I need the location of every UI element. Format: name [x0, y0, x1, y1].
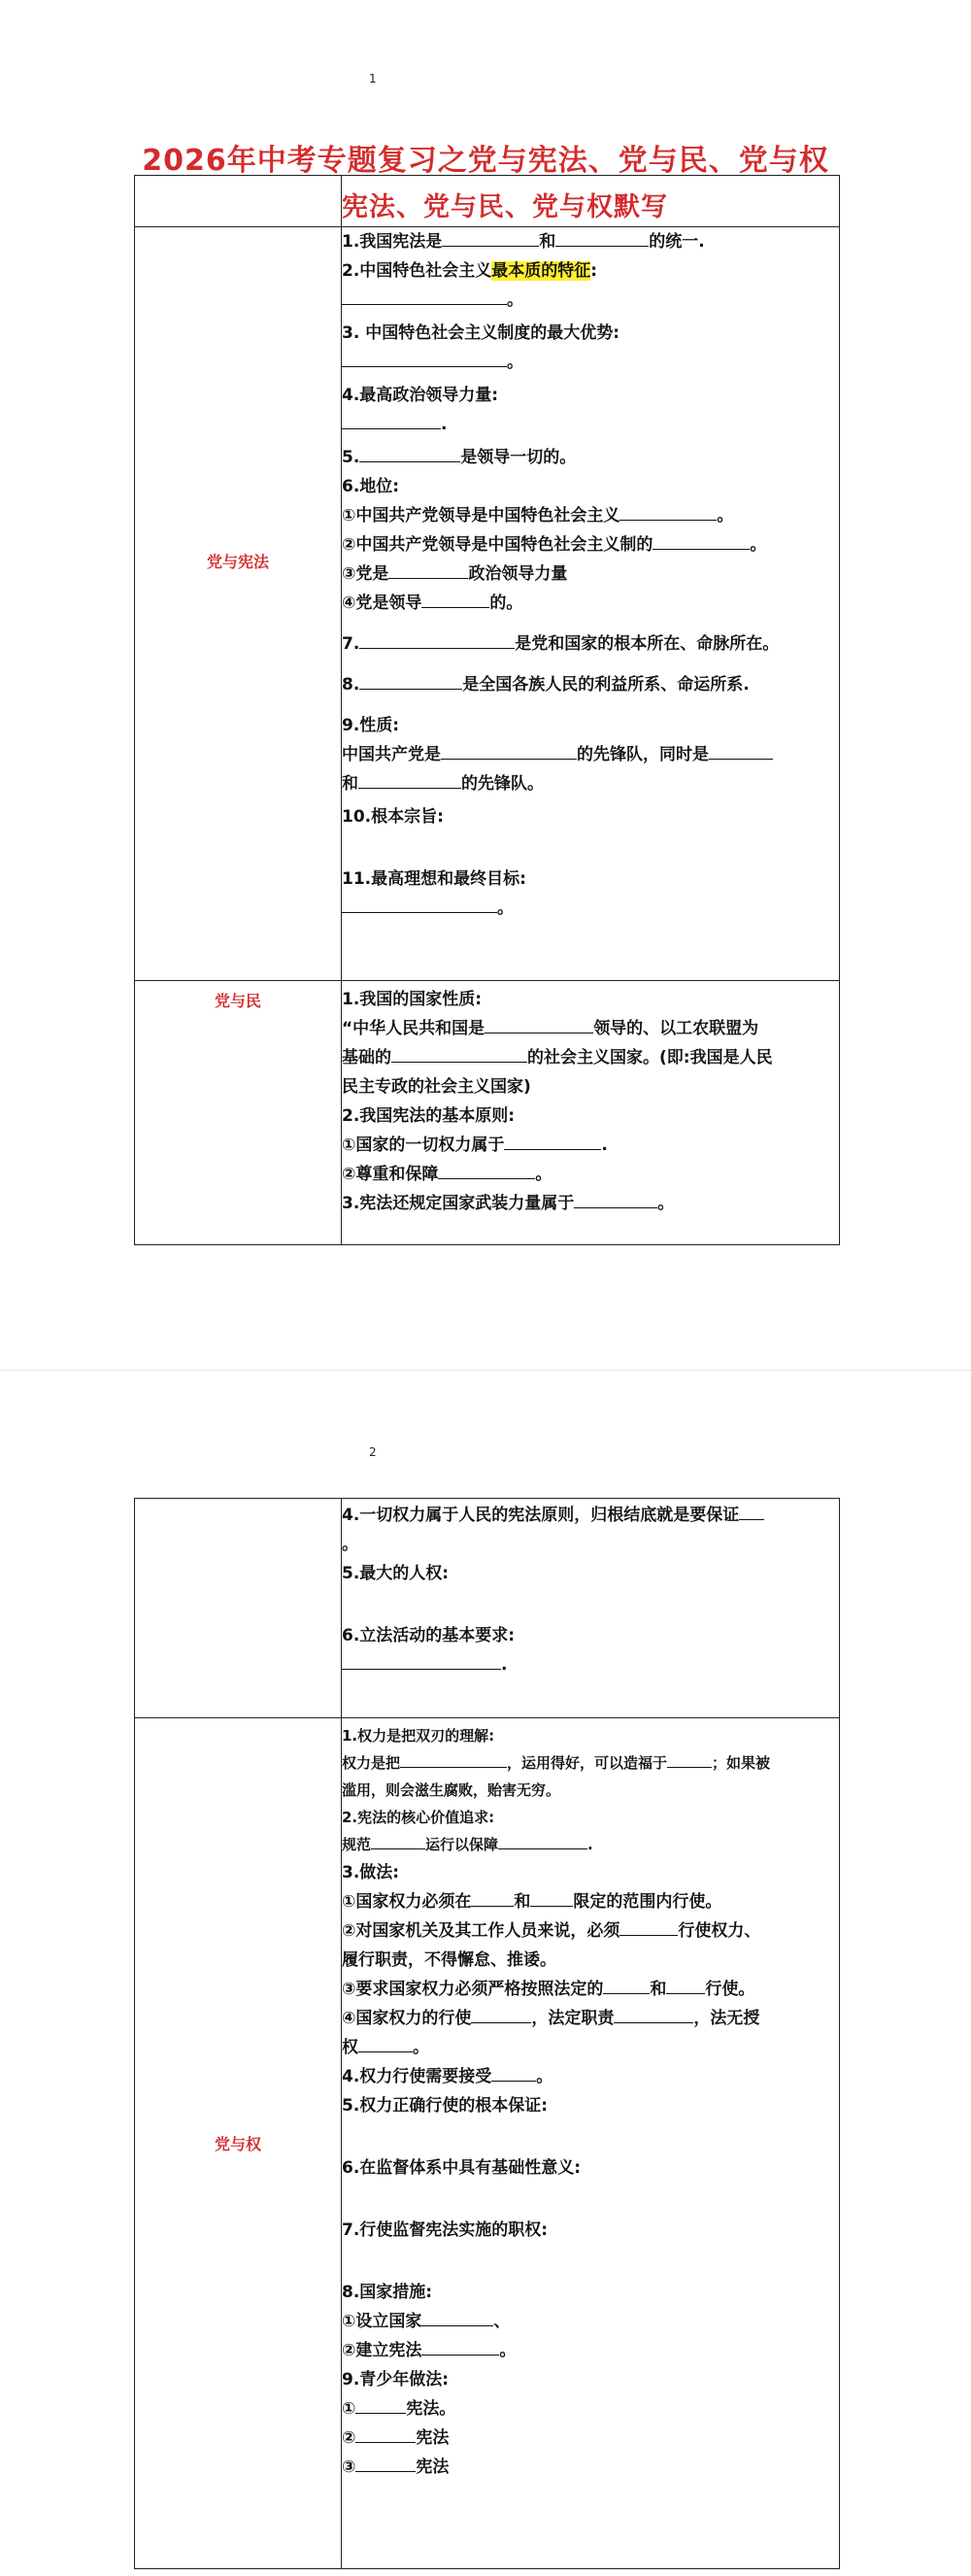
- question-6-3: ③党是 政治领导力量: [342, 559, 839, 589]
- question-1-line1: 权力是把 ，运用得好，可以造福于 ；如果被: [342, 1749, 839, 1777]
- question-3: 3.做法:: [342, 1863, 400, 1882]
- question-9-line1: 中国共产党是 的先锋队，同时是: [342, 740, 839, 769]
- empty-label-cell: [135, 1499, 342, 1718]
- section-questions-party-power: [342, 1718, 840, 2569]
- question-1-line1: “中华人民共和国是 领导的、以工农联盟为: [342, 1014, 839, 1043]
- worksheet-table-1: [134, 175, 840, 1245]
- section-questions-party-constitution: [342, 227, 840, 981]
- question-6-1: ①中国共产党领导是中国特色社会主义 。: [342, 501, 839, 530]
- section-label-party-people: [135, 981, 342, 1245]
- question-3-4-cont: 权 。: [342, 2033, 839, 2062]
- section-questions-party-people: [342, 981, 840, 1245]
- question-4: 4.最高政治领导力量:: [342, 386, 499, 405]
- page-number: 1: [369, 72, 377, 85]
- question-5: 5.最大的人权:: [342, 1564, 450, 1583]
- question-1-line2: 滥用，则会滋生腐败，贻害无穷。: [342, 1781, 561, 1799]
- question-2-2: ②尊重和保障 。: [342, 1160, 839, 1189]
- question-3-4: ④国家权力的行使 ，法定职责 ，法无授: [342, 2004, 839, 2033]
- page-title: 2026年中考专题复习之党与宪法、党与民、党与权: [142, 144, 829, 178]
- page-separator: [0, 1370, 971, 1371]
- answer-line: 。: [342, 348, 839, 377]
- section-label-text: 党与民: [214, 992, 261, 1010]
- question-6-2: ②中国共产党领导是中国特色社会主义制的 。: [342, 530, 839, 559]
- question-5: 5.权力正确行使的根本保证:: [342, 2096, 549, 2116]
- answer-line: .: [342, 410, 839, 439]
- question-8-2: ②建立宪法 。: [342, 2336, 839, 2365]
- question-6: 6.地位:: [342, 477, 400, 496]
- question-2: 2.中国特色社会主义最本质的特征:: [342, 261, 598, 281]
- question-7: 7.行使监督宪法实施的职权:: [342, 2220, 549, 2240]
- question-6: 6.在监督体系中具有基础性意义:: [342, 2158, 582, 2178]
- page-number: 2: [369, 1445, 377, 1459]
- section-label-text: 党与权: [214, 2135, 261, 2153]
- question-2-line1: 规范 运行以保障 .: [342, 1831, 839, 1858]
- question-3-2: ②对国家机关及其工作人员来说，必须 行使权力、: [342, 1916, 839, 1946]
- highlighted-text: 最本质的特征: [491, 261, 591, 281]
- question-3: 3. 中国特色社会主义制度的最大优势:: [342, 323, 620, 343]
- question-9-line2: 和 的先锋队。: [342, 769, 839, 798]
- answer-line: 。: [342, 894, 839, 923]
- question-4-end: 。: [342, 1535, 358, 1554]
- question-10: 10.根本宗旨:: [342, 807, 444, 827]
- section-label-text: 党与宪法: [206, 553, 269, 571]
- question-1-line2: 基础的 的社会主义国家。(即:我国是人民: [342, 1043, 839, 1072]
- question-8: 8. 是全国各族人民的利益所系、命运所系.: [342, 670, 839, 699]
- question-2-1: ①国家的一切权力属于 .: [342, 1131, 839, 1160]
- question-1: 1.我国的国家性质:: [342, 990, 483, 1009]
- question-3: 3.宪法还规定国家武装力量属于 。: [342, 1189, 839, 1218]
- answer-line: .: [342, 1650, 839, 1679]
- question-4: 4.一切权力属于人民的宪法原则，归根结底就是要保证: [342, 1501, 839, 1530]
- section-label-party-constitution: [135, 227, 342, 981]
- question-4: 4.权力行使需要接受 。: [342, 2062, 839, 2091]
- question-9-2: ② 宪法: [342, 2423, 839, 2453]
- question-8-1: ①设立国家 、: [342, 2307, 839, 2336]
- section-questions-continued: [342, 1499, 840, 1718]
- question-1: 1.权力是把双刃的理解:: [342, 1727, 495, 1745]
- question-2: 2.我国宪法的基本原则:: [342, 1106, 516, 1126]
- question-7: 7. 是党和国家的根本所在、命脉所在。: [342, 629, 839, 659]
- table-subtitle: 宪法、党与民、党与权默写: [342, 192, 668, 222]
- question-3-1: ①国家权力必须在 和 限定的范围内行使。: [342, 1887, 839, 1916]
- question-1-line3: 民主专政的社会主义国家): [342, 1077, 531, 1097]
- question-9-3: ③ 宪法: [342, 2453, 839, 2482]
- question-6: 6.立法活动的基本要求:: [342, 1626, 516, 1645]
- section-label-party-power: [135, 1718, 342, 2569]
- question-9: 9.青少年做法:: [342, 2370, 450, 2390]
- question-8: 8.国家措施:: [342, 2283, 433, 2302]
- question-9-1: ① 宪法。: [342, 2394, 839, 2423]
- question-3-3: ③要求国家权力必须严格按照法定的 和 行使。: [342, 1975, 839, 2004]
- question-2: 2.宪法的核心价值追求:: [342, 1809, 495, 1826]
- question-6-4: ④党是领导 的。: [342, 589, 839, 618]
- question-5: 5. 是领导一切的。: [342, 443, 839, 472]
- worksheet-table-2: [134, 1498, 840, 2569]
- question-3-2-cont: 履行职责，不得懈怠、推诿。: [342, 1950, 556, 1970]
- answer-line: 。: [342, 286, 839, 315]
- question-9: 9.性质:: [342, 716, 400, 735]
- subtitle-cell: [342, 176, 840, 227]
- question-11: 11.最高理想和最终目标:: [342, 869, 526, 889]
- question-1: 1.我国宪法是 和 的统一.: [342, 227, 839, 256]
